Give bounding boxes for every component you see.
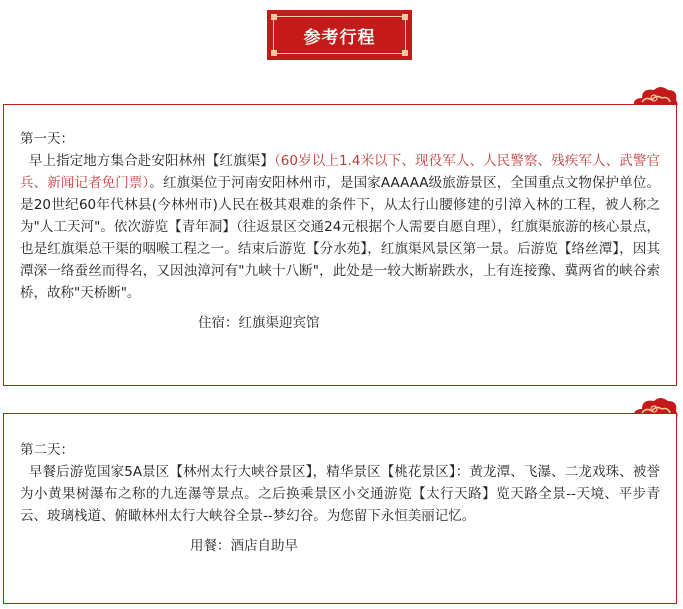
day-two-label: 第二天： — [20, 442, 74, 458]
page-title: 参考行程 — [303, 27, 376, 48]
badge-corner — [271, 50, 277, 56]
day-one-label: 第一天： — [20, 131, 74, 147]
badge-corner — [271, 14, 277, 20]
day-one-section — [3, 104, 677, 386]
badge-corner — [402, 14, 408, 20]
day-two-itinerary — [20, 461, 660, 527]
badge-corner — [402, 50, 408, 56]
day-two-meal: 用餐：酒店自助早 — [190, 538, 298, 554]
day-two-content — [20, 439, 660, 557]
day-one-free-admission-note: （60岁以上1.4米以下、现役军人、人民警察、残疾军人、武警官兵、新闻记者免门票） — [20, 153, 660, 191]
day-one-content — [20, 128, 660, 334]
day-one-text-intro: 早上指定地方集合赴安阳林州【红旗渠】 — [28, 153, 274, 169]
day-two-text-body: 早餐后游览国家5A景区【林州太行大峡谷景区】，精华景区【桃花景区】：黄龙潭、飞瀑、二龙戏珠、被誉为小黄果树瀑布之称的九连瀑等景点。之后换乘景区小交通游览【太行天路】览天路全景--天境、平步青云、玻璃栈道、俯瞰林州太行大峡谷全景--梦幻谷。为您留下永恒美丽记忆。 — [20, 464, 660, 524]
title-badge — [267, 10, 412, 60]
day-one-itinerary — [20, 150, 660, 304]
day-two-section — [3, 413, 677, 604]
day-one-text-body: 。红旗渠位于河南安阳林州市，是国家AAAAA级旅游景区，全国重点文物保护单位。是20世纪60年代林县(今林州市)人民在极其艰难的条件下，从太行山腰修建的引漳入林的工程，被人称之为"人工天河"。依次游览【青年洞】（往返景区交通24元根据个人需要自愿自理），红旗渠旅游的核心景点，也是红旗渠总干渠的咽喉工程之一。结束后游览【分水苑】，红旗渠风景区第一景。后游览【络丝潭】，因其潭深一络蚕丝而得名，又因浊漳河有"九峡十八断"，此处是一较大断崭跌水，上有连接豫、冀两省的峡谷索桥，故称"天桥断"。 — [20, 175, 660, 301]
day-one-lodging: 住宿：红旗渠迎宾馆 — [198, 315, 320, 331]
